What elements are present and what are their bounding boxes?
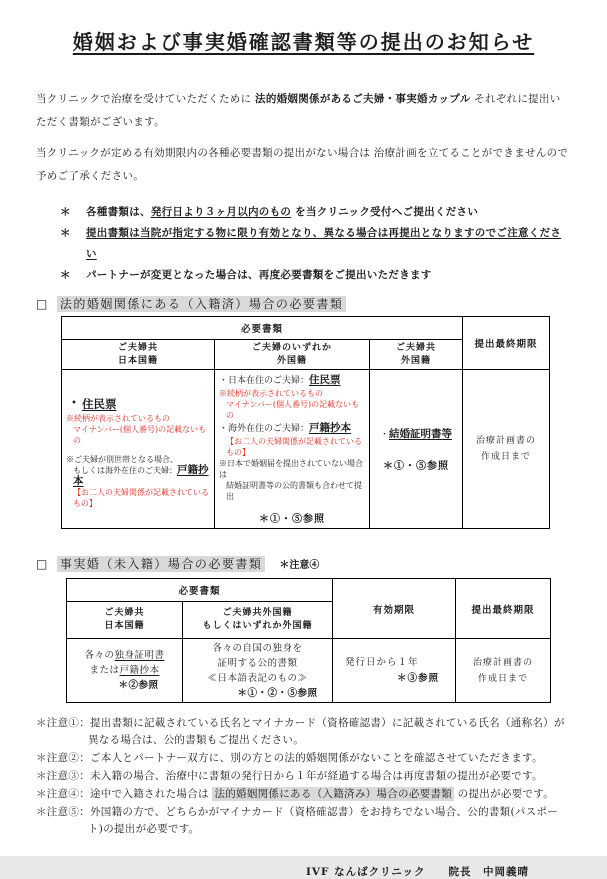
note-label: ＊注意①： — [36, 717, 90, 729]
intro-paragraph-1: 当クリニックで治療を受けていただくために 法的婚姻関係があるご夫婦・事実婚カップル それぞれに提出いただく書類がございます。 — [36, 93, 561, 128]
subheader-both-japanese: ご夫婦共 日本国籍 — [62, 340, 215, 370]
section-title: 事実婚（未入籍）場合の必要書類 — [57, 556, 266, 572]
intro-emphasis: 法的婚姻関係があるご夫婦・事実婚カップル — [255, 93, 471, 105]
cell-either-foreign-docs: ・日本在住のご夫婦：住民票 ※続柄が表示されているもの マイナンバー(個人番号)の記載ないもの ・海外在住のご夫婦：戸籍抄本 【お二人の夫婦関係が記載されているもの】 ※日本で婚姻届を提出されていない場合は 結婚証明書等の公的書類も合わせて提出 ＊①・⑤参照 — [215, 370, 370, 529]
notes-list — [36, 715, 571, 838]
note-item-5: ＊注意⑤：外国籍の方で、どちらかがマイナカード（資格確認書）をお持ちでない場合、公的書類(パスポート)の提出が必要です。 — [36, 806, 559, 835]
bullet-item-designated-docs: ＊ 提出書類は当院が指定する物に限り有効となり、異なる場合は再提出となりますのでご注意ください — [36, 223, 571, 265]
note-label: ＊注意⑤： — [36, 806, 90, 818]
note-label: ＊注意③： — [36, 770, 90, 782]
note-item-4: ＊注意④：途中で入籍された場合は 法的婚姻関係にある（入籍済み）場合の必要書類 の提出が必要です。 — [36, 788, 555, 800]
note-item-1: ＊注意①：提出書類に記載されている氏名とマイナカード（資格確認書）に記載されている氏名（通称名）が異なる場合は、公的書類もご提出ください。 — [36, 717, 565, 746]
doc-juminhyo: 住民票 — [82, 396, 117, 411]
doc-koseki-shohon: 戸籍抄本 — [309, 422, 352, 434]
cell-deadline: 治療計画書の 作成日まで — [463, 370, 550, 529]
reference-note: ＊①・②・⑤参照 — [237, 687, 318, 699]
section-heading-common-law — [36, 555, 571, 575]
doc-single-certificate: 独身証明書 — [114, 650, 165, 661]
section-title: 法的婚姻関係にある（入籍済）場合の必要書類 — [57, 296, 347, 312]
subheader-both-foreign: ご夫婦共 外国籍 — [370, 340, 463, 370]
reference-note: ＊③参照 — [397, 672, 440, 684]
note-label: ＊注意④： — [36, 788, 90, 800]
note-item-2: ＊注意②：ご本人とパートナー双方に、別の方との法的婚姻関係がないことを確認させていただきます。 — [36, 752, 543, 764]
cell-both-japanese-docs: 各々の独身証明書 または戸籍抄本 ＊②参照 — [67, 639, 183, 703]
subheader-either-foreign: ご夫婦のいずれか 外国籍 — [215, 340, 370, 370]
subheader-both-japanese: ご夫婦共 日本国籍 — [67, 602, 183, 639]
section-heading-legal-marriage — [36, 295, 571, 313]
checkbox-icon: □ — [36, 297, 49, 311]
checkbox-icon: □ — [36, 557, 49, 571]
cell-both-japanese-docs: ・住民票 ※続柄が表示されているもの マイナンバー(個人番号)の記載ないもの ※ご夫婦が別世帯となる場合、 もしくは海外在住のご夫婦：戸籍抄本 【お二人の夫婦関係が記載されているもの】 — [62, 370, 215, 529]
reference-note: ＊②参照 — [118, 680, 159, 691]
doc-koseki-shohon: 戸籍抄本 — [119, 665, 160, 676]
bullet-item-validity: ＊ 各種書類は、発行日より３ヶ月以内のもの を当クリニック受付へご提出ください — [36, 202, 571, 223]
page-title: 婚姻および事実婚確認書類等の提出のお知らせ — [72, 30, 535, 54]
cell-deadline: 治療計画書の 作成日まで — [456, 639, 551, 703]
legal-marriage-table — [61, 316, 550, 529]
bullet-item-partner-change: ＊ パートナーが変更となった場合は、再度必要書類をご提出いただきます — [36, 265, 571, 286]
bullet-list — [36, 202, 571, 286]
note-label: ＊注意②： — [36, 752, 90, 764]
highlighted-reference: 法的婚姻関係にある（入籍済み）場合の必要書類 — [214, 788, 453, 800]
cell-both-foreign-docs: ・結婚証明書等 ＊①・⑤参照 — [370, 370, 463, 529]
asterisk-bullet-icon: ＊ — [60, 206, 71, 218]
note-item-3: ＊注意③：未入籍の場合、治療中に書類の発行日から１年が経過する場合は再度書類の提出が必要です。 — [36, 770, 543, 782]
doc-juminhyo: 住民票 — [309, 374, 341, 386]
cell-validity: 発行日から１年 ＊③参照 — [333, 639, 456, 703]
intro-paragraph-2: 当クリニックが定める有効期限内の各種必要書類の提出がない場合は 治療計画を立てることができませんので予めご了承ください。 — [36, 147, 569, 182]
doc-marriage-certificate: 結婚証明書等 — [389, 427, 452, 440]
doc-koseki-shohon: 戸籍抄本 — [73, 463, 209, 487]
header-final-deadline: 提出最終期限 — [456, 579, 551, 639]
header-final-deadline: 提出最終期限 — [463, 317, 550, 370]
reference-note: ＊①・⑤参照 — [383, 460, 449, 472]
header-validity-period: 有効期限 — [333, 579, 456, 639]
common-law-table — [66, 578, 551, 703]
signature-line: IVF なんばクリニック 院長 中岡義晴 — [305, 866, 529, 878]
subheader-foreign: ご夫婦共外国籍 もしくはいずれか外国籍 — [183, 602, 333, 639]
header-required-docs: 必要書類 — [67, 579, 333, 602]
header-required-docs: 必要書類 — [62, 317, 463, 340]
cell-foreign-docs: 各々の自国の独身を 証明する公的書類 ≪日本語表記のもの≫ ＊①・②・⑤参照 — [183, 639, 333, 703]
asterisk-bullet-icon: ＊ — [60, 269, 71, 281]
section-reference-note: ＊注意④ — [279, 560, 320, 571]
asterisk-bullet-icon: ＊ — [60, 227, 71, 239]
reference-note: ＊①・⑤参照 — [259, 514, 325, 525]
